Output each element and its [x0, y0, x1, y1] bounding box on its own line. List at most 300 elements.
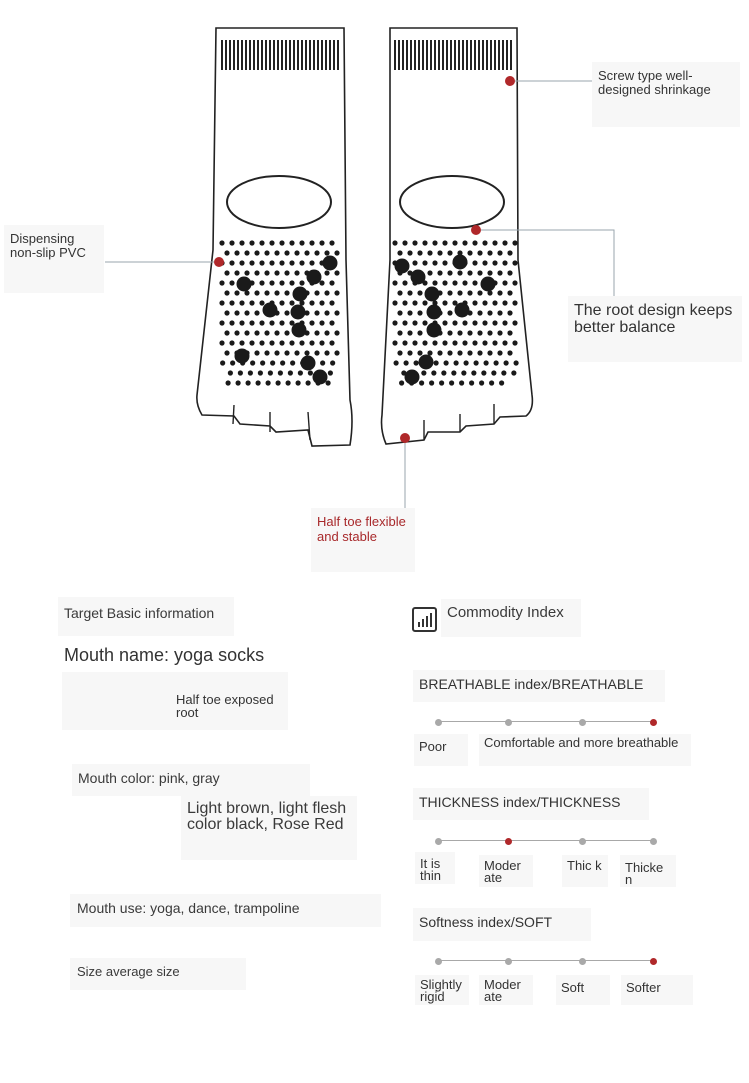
grip-dot	[259, 320, 264, 325]
ribbing-stripe	[498, 40, 500, 70]
left-sock-heel-ellipse	[227, 176, 331, 228]
grip-dot	[219, 280, 224, 285]
grip-dot	[229, 320, 234, 325]
grip-dot	[472, 300, 477, 305]
ribbing-stripe	[257, 40, 259, 70]
grip-dot	[323, 256, 338, 271]
grip-dot	[472, 280, 477, 285]
grip-dot	[462, 240, 467, 245]
grip-dot	[442, 260, 447, 265]
softness-label-4: Softer	[621, 975, 693, 1005]
grip-dot	[453, 255, 468, 270]
grip-dot	[219, 300, 224, 305]
ribbing-stripe	[398, 40, 400, 70]
ribbing-stripe	[414, 40, 416, 70]
grip-dot	[477, 350, 482, 355]
ribbing-stripe	[313, 40, 315, 70]
grip-dot	[254, 290, 259, 295]
grip-dot	[452, 320, 457, 325]
grip-dot	[224, 290, 229, 295]
mouth-name: Mouth name: yoga socks	[64, 645, 265, 665]
breathable-dot-1	[435, 719, 442, 726]
ribbing-stripe	[277, 40, 279, 70]
grip-dot	[234, 250, 239, 255]
grip-dot	[467, 290, 472, 295]
grip-dot	[324, 290, 329, 295]
grip-dot	[334, 330, 339, 335]
grip-dot	[441, 370, 446, 375]
grip-dot	[501, 370, 506, 375]
grip-dot	[294, 350, 299, 355]
ribbing-stripe	[249, 40, 251, 70]
grip-dot	[481, 277, 496, 292]
grip-dot	[464, 360, 469, 365]
ribbing-stripe	[490, 40, 492, 70]
grip-dot	[512, 240, 517, 245]
grip-dot	[294, 250, 299, 255]
grip-dot	[320, 360, 325, 365]
grip-dot	[497, 290, 502, 295]
grip-dot	[449, 380, 454, 385]
ribbing-stripe	[225, 40, 227, 70]
grip-dot	[298, 370, 303, 375]
grip-dot	[244, 330, 249, 335]
leader-lines	[105, 81, 614, 508]
grip-dot	[462, 340, 467, 345]
grip-dot	[447, 250, 452, 255]
grip-dot	[447, 330, 452, 335]
thickness-track	[438, 840, 653, 841]
grip-dot	[502, 280, 507, 285]
grip-dot	[457, 290, 462, 295]
grip-dot	[427, 270, 432, 275]
grip-dot	[324, 270, 329, 275]
grip-dot	[274, 330, 279, 335]
ribbing-stripe	[325, 40, 327, 70]
grip-dot	[432, 240, 437, 245]
grip-dot	[284, 290, 289, 295]
ribbing-stripe	[273, 40, 275, 70]
grip-dot	[284, 330, 289, 335]
grip-dot	[269, 340, 274, 345]
grip-dot	[259, 260, 264, 265]
grip-dot	[307, 270, 322, 285]
grip-dot	[258, 370, 263, 375]
grip-dot	[249, 260, 254, 265]
grip-dot	[492, 300, 497, 305]
grip-dot	[301, 356, 316, 371]
grip-dot	[305, 380, 310, 385]
grip-dot	[334, 350, 339, 355]
grip-dot	[444, 360, 449, 365]
grip-dot	[239, 340, 244, 345]
thickness-dot-1	[435, 838, 442, 845]
grip-dot	[229, 260, 234, 265]
grip-dot	[279, 240, 284, 245]
grip-dot	[404, 360, 409, 365]
grip-dot	[457, 270, 462, 275]
breathable-dot-4	[650, 719, 657, 726]
grip-dot	[422, 300, 427, 305]
grip-dot	[419, 355, 434, 370]
grip-dot	[279, 320, 284, 325]
grip-dot	[417, 350, 422, 355]
grip-dot	[487, 310, 492, 315]
grip-dot	[497, 350, 502, 355]
grip-dot	[504, 360, 509, 365]
grip-dot	[477, 310, 482, 315]
grip-dot	[254, 310, 259, 315]
grip-dot	[220, 360, 225, 365]
grip-dot	[290, 360, 295, 365]
grip-dot	[482, 300, 487, 305]
grip-dot	[289, 300, 294, 305]
grip-dot	[512, 260, 517, 265]
grip-dot	[447, 310, 452, 315]
grip-dot	[482, 260, 487, 265]
grip-dot	[334, 290, 339, 295]
thickness-dot-3	[579, 838, 586, 845]
grip-dot	[514, 360, 519, 365]
grip-dot	[417, 310, 422, 315]
grip-dot	[421, 370, 426, 375]
grip-dot	[405, 370, 420, 385]
grip-dot	[492, 240, 497, 245]
grip-dot	[309, 300, 314, 305]
thickness-dot-4	[650, 838, 657, 845]
grip-dot	[477, 290, 482, 295]
ribbing-stripe	[321, 40, 323, 70]
grip-dot	[459, 380, 464, 385]
grip-dot	[274, 350, 279, 355]
basic-info-heading: Target Basic information	[58, 597, 234, 636]
ribbing-stripe	[474, 40, 476, 70]
grip-dot	[284, 250, 289, 255]
ribbing-stripe	[297, 40, 299, 70]
ribbing-stripe	[245, 40, 247, 70]
grip-dot	[289, 240, 294, 245]
grip-dot	[238, 370, 243, 375]
grip-dot	[295, 380, 300, 385]
grip-dot	[314, 250, 319, 255]
grip-dot	[324, 350, 329, 355]
grip-dot	[467, 330, 472, 335]
grip-dot	[472, 320, 477, 325]
grip-dot	[472, 340, 477, 345]
grip-dot	[329, 280, 334, 285]
grip-dot	[502, 240, 507, 245]
grip-dot	[319, 320, 324, 325]
grip-dot	[319, 340, 324, 345]
grip-dot	[511, 370, 516, 375]
grip-dot	[324, 310, 329, 315]
ribbing-stripe	[506, 40, 508, 70]
grip-dot	[224, 330, 229, 335]
ribbing-stripe	[337, 40, 339, 70]
grip-dot	[269, 240, 274, 245]
grip-dot	[255, 380, 260, 385]
grip-dot	[474, 360, 479, 365]
breathable-label-2: Comfortable and more breathable	[479, 734, 691, 766]
ribbing-stripe	[494, 40, 496, 70]
grip-dot	[417, 250, 422, 255]
grip-dot	[462, 320, 467, 325]
grip-dot	[224, 270, 229, 275]
ribbing-stripe	[502, 40, 504, 70]
grip-dot	[324, 250, 329, 255]
ribbing-stripe	[289, 40, 291, 70]
grip-dot	[452, 240, 457, 245]
ribbing-stripe	[426, 40, 428, 70]
grip-dot	[319, 300, 324, 305]
ribbing-stripe	[418, 40, 420, 70]
marker-root	[471, 225, 481, 235]
grip-dot	[259, 240, 264, 245]
softness-dot-3	[579, 958, 586, 965]
grip-dot	[492, 320, 497, 325]
ribbing-stripe	[434, 40, 436, 70]
grip-dot	[442, 240, 447, 245]
grip-dot	[239, 300, 244, 305]
grip-dot	[499, 380, 504, 385]
ribbing-stripe	[301, 40, 303, 70]
grip-dot	[279, 280, 284, 285]
grip-dot	[492, 260, 497, 265]
ribbing-stripe	[446, 40, 448, 70]
grip-dot	[422, 320, 427, 325]
grip-dot	[229, 340, 234, 345]
grip-dot	[289, 260, 294, 265]
thickness-label-2: Moder ate	[479, 855, 533, 887]
grip-dot	[512, 280, 517, 285]
grip-dot	[263, 303, 278, 318]
grip-dot	[279, 340, 284, 345]
thickness-title: THICKNESS index/THICKNESS	[413, 788, 649, 820]
grip-dot	[477, 270, 482, 275]
grip-dot	[249, 320, 254, 325]
grip-dot	[235, 380, 240, 385]
grip-dot	[442, 300, 447, 305]
grip-dot	[269, 260, 274, 265]
grip-dot	[417, 330, 422, 335]
grip-dot	[299, 340, 304, 345]
grip-dot	[442, 340, 447, 345]
thickness-label-4: Thicke n	[620, 855, 676, 887]
grip-dot	[325, 380, 330, 385]
grip-dot	[248, 370, 253, 375]
ribbing-stripe	[241, 40, 243, 70]
grip-dot	[484, 360, 489, 365]
grip-dot	[467, 270, 472, 275]
ribbing-stripe	[237, 40, 239, 70]
grip-dot	[259, 300, 264, 305]
grip-dot	[497, 310, 502, 315]
grip-dot	[254, 270, 259, 275]
grip-dot	[497, 270, 502, 275]
breathable-label-1: Poor	[414, 734, 468, 766]
grip-dot	[229, 240, 234, 245]
grip-dot	[274, 250, 279, 255]
ribbing-stripe	[422, 40, 424, 70]
ribbing-stripe	[229, 40, 231, 70]
grip-dot	[407, 330, 412, 335]
grip-dot	[278, 370, 283, 375]
grip-dot	[482, 320, 487, 325]
ribbing-stripe	[253, 40, 255, 70]
grip-dot	[447, 270, 452, 275]
softness-label-2: Moder ate	[479, 975, 533, 1005]
grip-dot	[308, 370, 313, 375]
grip-dot	[487, 330, 492, 335]
grip-dot	[284, 270, 289, 275]
ribbing-stripe	[402, 40, 404, 70]
grip-dot	[313, 370, 328, 385]
ribbing-stripe	[470, 40, 472, 70]
breathable-track	[438, 721, 653, 722]
grip-dot	[451, 370, 456, 375]
grip-dot	[299, 260, 304, 265]
marker-halftoe	[400, 433, 410, 443]
ribbing-stripe	[233, 40, 235, 70]
grip-dot	[219, 340, 224, 345]
grip-dot	[432, 260, 437, 265]
ribbing-stripe	[293, 40, 295, 70]
grip-dot	[224, 350, 229, 355]
grip-dot	[397, 330, 402, 335]
grip-dot	[407, 250, 412, 255]
breathable-dot-2	[505, 719, 512, 726]
grip-dot	[229, 300, 234, 305]
grip-dot	[299, 280, 304, 285]
grip-dot	[314, 290, 319, 295]
grip-dot	[437, 250, 442, 255]
ribbing-stripe	[438, 40, 440, 70]
grip-dot	[402, 240, 407, 245]
grip-dot	[507, 270, 512, 275]
grip-dot	[439, 380, 444, 385]
annotation-screw: Screw type well-designed shrinkage	[592, 62, 740, 127]
ribbing-stripe	[466, 40, 468, 70]
grip-dot	[414, 360, 419, 365]
annotation-root: The root design keeps better balance	[568, 296, 742, 362]
grip-dot	[249, 300, 254, 305]
grip-dot	[502, 320, 507, 325]
mouth-color: Mouth color: pink, gray	[72, 764, 310, 796]
grip-dot	[244, 270, 249, 275]
grip-dot	[274, 290, 279, 295]
grip-dot	[329, 300, 334, 305]
grip-dot	[452, 340, 457, 345]
grip-dot	[279, 260, 284, 265]
grip-dot	[512, 340, 517, 345]
grip-dot	[264, 270, 269, 275]
grip-dot	[494, 360, 499, 365]
grip-dot	[291, 305, 306, 320]
grip-dot	[264, 290, 269, 295]
grip-dot	[427, 250, 432, 255]
grip-dot	[425, 287, 440, 302]
grip-dot	[394, 360, 399, 365]
grip-dot	[457, 350, 462, 355]
grip-dot	[304, 350, 309, 355]
grip-dot	[487, 250, 492, 255]
grip-dot	[334, 270, 339, 275]
grip-dot	[437, 270, 442, 275]
grip-dot	[395, 259, 410, 274]
grip-dot	[292, 323, 307, 338]
ribbing-stripe	[261, 40, 263, 70]
grip-dot	[224, 310, 229, 315]
grip-dot	[462, 280, 467, 285]
grip-dot	[249, 240, 254, 245]
bar-chart-icon	[412, 607, 438, 633]
annotation-halftoe: Half toe flexible and stable	[311, 508, 415, 572]
grip-dot	[452, 280, 457, 285]
grip-dot	[507, 290, 512, 295]
right-sock	[382, 28, 533, 444]
grip-dot	[289, 340, 294, 345]
grip-dot	[487, 270, 492, 275]
grip-dot	[427, 323, 442, 338]
grip-dot	[429, 380, 434, 385]
ribbing-stripe	[430, 40, 432, 70]
grip-dot	[492, 340, 497, 345]
ribbing-stripe	[406, 40, 408, 70]
grip-dot	[497, 330, 502, 335]
ribbing-stripe	[482, 40, 484, 70]
grip-dot	[334, 310, 339, 315]
grip-dot	[507, 310, 512, 315]
grip-dot	[254, 350, 259, 355]
ribbing-stripe	[410, 40, 412, 70]
grip-dot	[269, 320, 274, 325]
grip-dot	[329, 340, 334, 345]
grip-dot	[479, 380, 484, 385]
grip-dot	[507, 330, 512, 335]
breathable-dot-3	[579, 719, 586, 726]
ribbing-stripe	[394, 40, 396, 70]
ribbing-stripe	[333, 40, 335, 70]
grip-dot	[234, 270, 239, 275]
ribbing-stripe	[450, 40, 452, 70]
grip-dot	[239, 320, 244, 325]
softness-dot-4	[650, 958, 657, 965]
grip-dot	[309, 240, 314, 245]
grip-dot	[250, 360, 255, 365]
grip-dot	[399, 380, 404, 385]
grip-dot	[314, 330, 319, 335]
grip-dot	[447, 350, 452, 355]
ribbing-stripe	[462, 40, 464, 70]
grip-dot	[237, 277, 252, 292]
grip-dot	[288, 370, 293, 375]
grip-dot	[259, 340, 264, 345]
ribbing-stripe	[458, 40, 460, 70]
grip-dot	[422, 240, 427, 245]
grip-dot	[482, 240, 487, 245]
grip-dot	[319, 240, 324, 245]
grip-dot	[229, 280, 234, 285]
grip-dot	[412, 340, 417, 345]
grip-dot	[230, 360, 235, 365]
grip-dot	[422, 260, 427, 265]
grip-dot	[244, 250, 249, 255]
grip-dot	[432, 340, 437, 345]
grip-dot	[270, 360, 275, 365]
grip-dot	[245, 380, 250, 385]
ribbing-stripe	[305, 40, 307, 70]
grip-dot	[259, 280, 264, 285]
